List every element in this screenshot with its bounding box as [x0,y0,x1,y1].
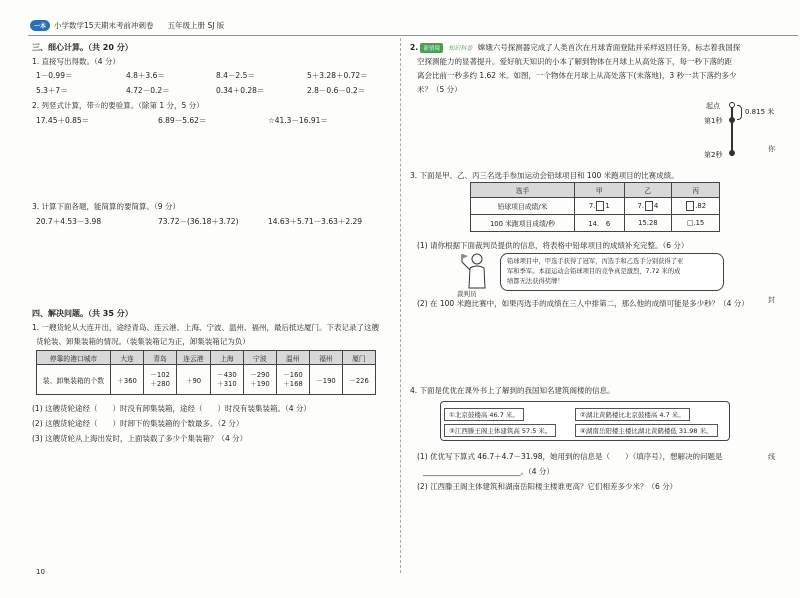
table-row-label: 100 米跑项目成绩/秒 [471,215,575,232]
table-cell: 15.28 [624,215,672,232]
sec2-dot [729,150,735,156]
q2-text1: 嫦娥六号探测器完成了人类首次在月球背面登陆并采样返回任务，标志着我国探 [477,43,741,52]
calc-item: 4.8＋3.6＝ [126,71,165,80]
q4-sub2: (2) 江西滕王阁主体建筑和湖南岳阳楼主楼谁更高？它们相差多少米？（6 分） [417,482,678,491]
new-context-tag: 新情境 [420,43,443,53]
q3-text: 3. 下面是甲、乙、丙三名选手参加运动会铅球项目和 100 米跑项目的比赛成绩。 [410,171,679,180]
section3-title: 三、细心计算。（共 20 分） [32,43,133,52]
table-row [471,198,720,215]
cell-value: ＋360 [117,376,137,385]
distance-brace [737,105,742,120]
q2-text3: 离会比前一秒多约 1.62 米。如图，一个物体在月球上从高处落下(未落地)，3 秒一共下落约多少 [417,71,737,80]
table-cell [243,365,276,395]
calc-item: 1－0.99＝ [36,71,73,80]
table-header-cell: 停靠的港口城市 [37,351,111,365]
table-row-label: 铅球项目成绩/米 [471,198,575,215]
table-header-cell: 甲 [575,183,625,198]
table-cell [575,198,625,215]
science-tag: 知识科普 [448,45,473,52]
table-cell [210,365,243,395]
s4-q1-text1: 1. 一艘货轮从大连开出，途经青岛、连云港、上海、宁波、温州、福州，最后抵达厦门。下表记录了这艘 [32,323,380,332]
binding-margin-char: 封 [768,296,775,304]
cell-value: －160 [282,370,303,379]
cell-value: 7. [637,202,644,210]
calc-item: 2.8－0.6－0.2＝ [307,86,366,95]
sec2-label: 第2秒 [704,151,723,159]
table-cell: 14. 6 [575,215,625,232]
cell-value: 4 [653,202,659,210]
table-header-cell: 青岛 [144,351,177,365]
calc-item: 4.72－0.2＝ [126,86,170,95]
binding-margin-char: 你 [768,145,775,153]
table-header-cell: 选手 [471,183,575,198]
cell-value: －290 [249,370,270,379]
s3-q2-title: 2. 列竖式计算，带☆的要验算。（除第 1 分，5 分） [32,101,204,110]
q2-text2: 空探测能力的显著提升。爱好航天知识的小本了解到物体在月球上从高处落下，每一秒下落的距 [417,57,732,66]
start-dot [729,102,735,108]
calc-item: 0.34＋0.28＝ [216,86,265,95]
r-q2-line1 [410,42,740,53]
table-cell [624,198,672,215]
info-item: ①北京鼓楼高 46.7 米。 [444,408,524,421]
cell-value: ＋90 [185,376,202,385]
cell-value: －430 [216,370,237,379]
blank-box[interactable] [686,201,694,211]
cell-value: .82 [695,202,707,210]
table-header-cell: 上海 [210,351,243,365]
q3-sub1: (1) 请你根据下面裁判员提供的信息，将表格中铅球项目的成绩补充完整。（6 分） [417,241,689,250]
simplify-item: 20.7＋4.53－3.98 [36,217,102,226]
table-cell [672,198,720,215]
sec1-label: 第1秒 [704,117,723,125]
q4-sub1a: (1) 优优写下算式 46.7＋4.7－31.98，她用到的信息是（ ）（填序号），想解决的问题是 [417,452,723,461]
column-divider [400,38,401,573]
header-title: 小学数学15天期末考前冲刺卷 [54,21,154,30]
table-cell: □.15 [672,215,720,232]
table-cell [111,365,144,395]
s4-q1-sub1: (1) 这艘货轮途经（ ）时没有卸集装箱，途经（ ）时没有装集装箱。（4 分） [32,404,311,413]
header-grade: 五年级上册 SJ 版 [167,21,225,30]
page-number: 10 [36,568,45,576]
referee-label: 裁判员 [457,290,477,298]
table-header-cell: 大连 [111,351,144,365]
q4-sub1b: __________________________。（4 分） [423,467,554,476]
referee-speech-bubble [500,253,724,291]
info-item: ②湖北黄鹤楼比北京鼓楼高 4.7 米。 [575,408,690,421]
cell-value: －226 [349,376,369,385]
blank-box[interactable] [596,201,604,211]
cell-value: ＋168 [282,379,303,388]
calc-item: 5.3＋7＝ [36,86,68,95]
bubble-line: 军和季军。本届运动会铅球项目的竞争真是激烈，7.72 米的成 [507,268,681,275]
calc-item: 8.4－2.5＝ [216,71,255,80]
table-header-cell: 丙 [672,183,720,198]
s3-q3-title: 3. 计算下面各题，能简算的要简算。（9 分） [32,202,180,211]
q3-sub2: (2) 在 100 米跑比赛中，如果丙选手的成绩在三人中排第二，那么他的成绩可能是多少秒？（4 分） [417,299,749,308]
start-label: 起点 [706,102,720,110]
s4-q1-sub3: (3) 这艘货轮从上海出发时，上面装载了多少个集装箱？（4 分） [32,434,248,443]
table-cell [342,365,375,395]
sec1-dot [729,117,735,123]
cell-value: －190 [315,376,336,385]
table-cell [144,365,177,395]
q2-text4: 米？（5 分） [417,85,462,94]
header-rule [28,35,798,36]
s4-q1-sub2: (2) 这艘货轮途经（ ）时卸下的集装箱的个数最多。（2 分） [32,419,244,428]
fall-line [731,102,733,156]
section4-title: 四、解决问题。（共 35 分） [32,309,133,318]
question-number: 2. [410,43,419,52]
cell-value: 1 [605,202,610,210]
cell-value: ＋280 [150,379,170,388]
table-row [471,215,720,232]
referee-figure-icon [455,252,495,290]
simplify-item: 73.72－(36.18＋3.72) [158,217,239,226]
distance-label: 0.815 米 [745,108,775,116]
page-header [30,20,224,31]
table-cell [177,365,211,395]
cell-value: ＋190 [249,379,270,388]
table-header-cell: 厦门 [342,351,375,365]
port-table [36,350,376,395]
table-cell [309,365,342,395]
cell-value: －102 [150,370,170,379]
vertical-calc-item: ☆41.3－16.91＝ [268,116,328,125]
table-header-cell: 温州 [276,351,309,365]
binding-margin-char: 线 [768,453,775,461]
table-row [37,365,376,395]
table-header-cell: 乙 [624,183,672,198]
table-header-cell: 福州 [309,351,342,365]
info-item: ③江西滕王阁主体建筑高 57.5 米。 [444,424,556,437]
table-header-cell: 连云港 [177,351,211,365]
table-cell [276,365,309,395]
blank-box[interactable] [645,201,653,211]
table-header-row [471,183,720,198]
table-header-row [37,351,376,365]
brand-logo: 一本 [30,20,50,31]
calc-item: 5＋3.28＋0.72＝ [307,71,368,80]
cell-value: ＋310 [216,379,237,388]
q4-text: 4. 下面是优优在课外书上了解到的我国知名建筑阁楼的信息。 [410,386,615,395]
table-row-label: 装、卸集装箱的个数 [37,365,111,395]
cell-value: 7. [588,202,596,210]
vertical-calc-item: 17.45＋0.85＝ [36,116,90,125]
table-header-cell: 宁波 [243,351,276,365]
s3-q1-title: 1. 直接写出得数。（4 分） [32,57,120,66]
bubble-line: 铅球项目中，甲选手获得了冠军，丙选手和乙选手分别获得了亚 [507,258,684,265]
vertical-calc-item: 6.89－5.62＝ [158,116,207,125]
s4-q1-text2: 货轮装、卸集装箱的情况。（装集装箱记为正，卸集装箱记为负） [36,337,250,346]
simplify-item: 14.63＋5.71－3.63＋2.29 [268,217,363,226]
score-table [470,182,720,232]
info-item: ④湖南岳阳楼主楼比湖北黄鹤楼低 31.98 米。 [575,424,718,437]
bubble-line: 绩都无法获得奖牌！ [507,278,564,285]
